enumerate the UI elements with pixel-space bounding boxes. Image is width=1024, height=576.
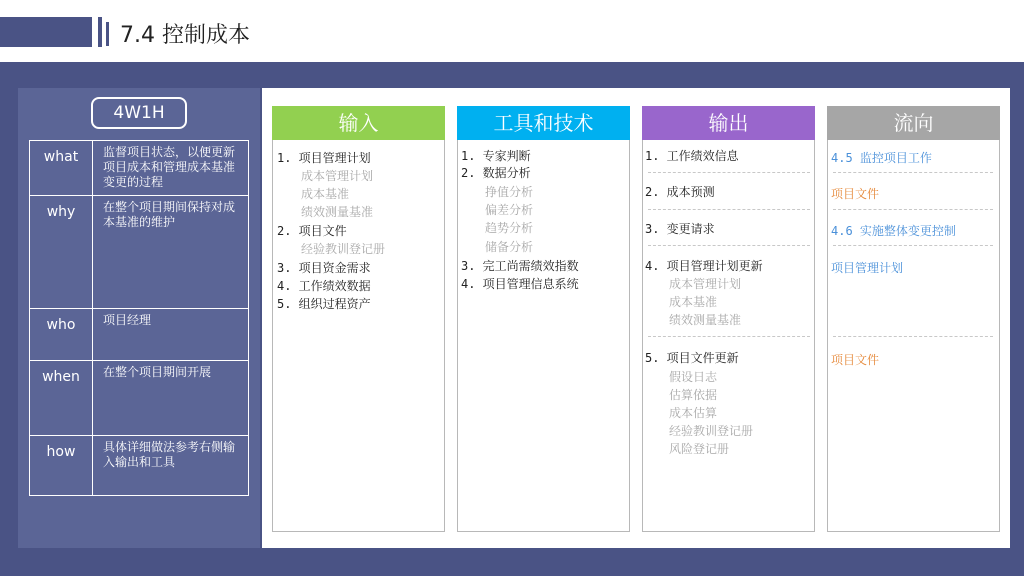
tools-subitem: 储备分析: [485, 240, 534, 254]
output-divider: [648, 336, 810, 337]
w4h1-value: 在整个项目期间保持对成本基准的维护: [103, 200, 236, 229]
tools-subitem: 偏差分析: [485, 203, 534, 217]
tools-column-header: 工具和技术: [457, 106, 630, 140]
input-item: 1. 项目管理计划: [277, 151, 371, 165]
flow-item: 4.6 实施整体变更控制: [831, 224, 956, 238]
flow-divider: [833, 336, 993, 337]
flow-item: 项目文件: [831, 353, 880, 367]
w4h1-row: [30, 309, 248, 361]
flow-item: 4.5 监控项目工作: [831, 151, 932, 165]
output-subitem: 假设日志: [669, 370, 718, 384]
tools-item: 1. 专家判断: [461, 149, 531, 163]
w4h1-value: 监督项目状态，以便更新项目成本和管理成本基准变更的过程: [103, 145, 236, 189]
output-divider: [648, 172, 810, 173]
header-divider: [98, 17, 102, 47]
flow-column-header: 流向: [827, 106, 1000, 140]
flow-divider: [833, 245, 993, 246]
output-divider: [648, 209, 810, 210]
output-item: 1. 工作绩效信息: [645, 149, 739, 163]
output-divider: [648, 245, 810, 246]
w4h1-key: why: [30, 196, 93, 308]
input-subitem: 绩效测量基准: [301, 205, 374, 219]
output-subitem: 成本基准: [669, 295, 718, 309]
output-subitem: 成本估算: [669, 406, 718, 420]
w4h1-value: 在整个项目期间开展: [103, 365, 212, 379]
w4h1-row: [30, 196, 248, 309]
input-subitem: 成本管理计划: [301, 169, 374, 183]
flow-column: [827, 106, 1000, 532]
input-item: 5. 组织过程资产: [277, 297, 371, 311]
input-item: 4. 工作绩效数据: [277, 279, 371, 293]
input-item: 2. 项目文件: [277, 224, 347, 238]
output-subitem: 风险登记册: [669, 442, 730, 456]
output-item: 2. 成本预测: [645, 185, 715, 199]
flow-divider: [833, 172, 993, 173]
output-subitem: 估算依据: [669, 388, 718, 402]
w4h1-key: what: [30, 141, 93, 195]
flow-divider: [833, 209, 993, 210]
w4h1-value: 项目经理: [103, 313, 152, 327]
w4h1-key: who: [30, 309, 93, 360]
w4h1-table: [29, 140, 249, 496]
page-title: 7.4 控制成本: [120, 23, 250, 48]
flow-item: 项目管理计划: [831, 261, 904, 275]
tools-item: 3. 完工尚需绩效指数: [461, 259, 579, 273]
output-subitem: 绩效测量基准: [669, 313, 742, 327]
tools-subitem: 挣值分析: [485, 185, 534, 199]
w4h1-key: how: [30, 436, 93, 496]
w4h1-row: [30, 436, 248, 496]
tools-subitem: 趋势分析: [485, 221, 534, 235]
input-subitem: 经验教训登记册: [301, 242, 386, 256]
input-item: 3. 项目资金需求: [277, 261, 371, 275]
w4h1-row: [30, 361, 248, 436]
header-divider: [106, 22, 109, 46]
input-subitem: 成本基准: [301, 187, 350, 201]
w4h1-row: [30, 141, 248, 196]
flow-item: 项目文件: [831, 187, 880, 201]
w4h1-value: 具体详细做法参考右侧输入输出和工具: [103, 440, 236, 469]
output-item: 5. 项目文件更新: [645, 351, 739, 365]
w4h1-title: 4W1H: [91, 97, 187, 129]
output-item: 3. 变更请求: [645, 222, 715, 236]
output-item: 4. 项目管理计划更新: [645, 259, 763, 273]
tools-item: 4. 项目管理信息系统: [461, 277, 579, 291]
output-column-header: 输出: [642, 106, 815, 140]
w4h1-key: when: [30, 361, 93, 435]
output-subitem: 经验教训登记册: [669, 424, 754, 438]
tools-item: 2. 数据分析: [461, 166, 531, 180]
output-subitem: 成本管理计划: [669, 277, 742, 291]
header-accent-bar: [0, 17, 92, 47]
input-column-header: 输入: [272, 106, 445, 140]
